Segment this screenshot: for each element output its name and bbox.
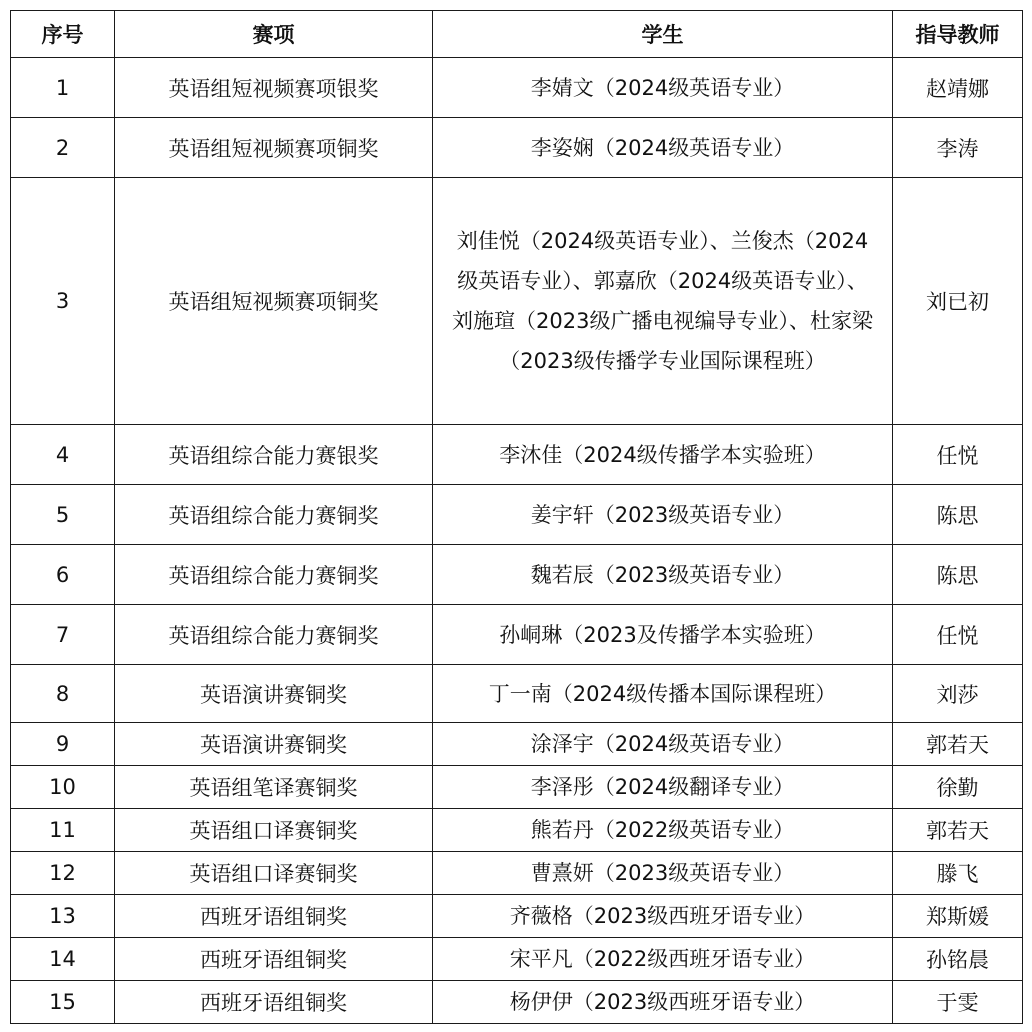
table-row: [11, 545, 1023, 605]
row-teacher: 徐勤: [893, 766, 1023, 809]
header-student: 学生: [433, 11, 893, 58]
row-event: 西班牙语组铜奖: [115, 981, 433, 1024]
row-student: 孙峒琳（2023及传播学本实验班）: [433, 605, 893, 665]
table-header-row: [11, 11, 1023, 58]
row-index: 4: [11, 425, 115, 485]
row-index: 12: [11, 852, 115, 895]
row-event: 英语组综合能力赛铜奖: [115, 605, 433, 665]
row-student: 李沐佳（2024级传播学本实验班）: [433, 425, 893, 485]
row-event: 西班牙语组铜奖: [115, 938, 433, 981]
row-teacher: 刘莎: [893, 665, 1023, 723]
row-index: 11: [11, 809, 115, 852]
table-row: [11, 852, 1023, 895]
row-event: 英语组口译赛铜奖: [115, 809, 433, 852]
row-student: [433, 178, 893, 425]
row-student: 李姿娴（2024级英语专业）: [433, 118, 893, 178]
row-teacher: 陈思: [893, 485, 1023, 545]
row-student: 宋平凡（2022级西班牙语专业）: [433, 938, 893, 981]
table-row: [11, 766, 1023, 809]
row-student: 魏若辰（2023级英语专业）: [433, 545, 893, 605]
row-teacher: 郭若天: [893, 723, 1023, 766]
row-student-text: 刘佳悦（2024级英语专业）、兰俊杰（2024级英语专业）、郭嘉欣（2024级英语专业）、刘施瑄（2023级广播电视编导专业）、杜家梁（2023级传播学专业国际课程班）: [452, 229, 873, 373]
row-index: 1: [11, 58, 115, 118]
row-event: 西班牙语组铜奖: [115, 895, 433, 938]
row-student: 熊若丹（2022级英语专业）: [433, 809, 893, 852]
row-teacher: 陈思: [893, 545, 1023, 605]
awards-table: [10, 10, 1023, 1024]
table-row: [11, 723, 1023, 766]
row-teacher: 于雯: [893, 981, 1023, 1024]
row-index: 14: [11, 938, 115, 981]
row-event: 英语组综合能力赛铜奖: [115, 485, 433, 545]
row-teacher: 滕飞: [893, 852, 1023, 895]
row-student: 齐薇格（2023级西班牙语专业）: [433, 895, 893, 938]
row-index: 5: [11, 485, 115, 545]
row-teacher: 任悦: [893, 605, 1023, 665]
row-index: 10: [11, 766, 115, 809]
row-index: 2: [11, 118, 115, 178]
row-student: 杨伊伊（2023级西班牙语专业）: [433, 981, 893, 1024]
row-teacher: 孙铭晨: [893, 938, 1023, 981]
row-event: 英语组口译赛铜奖: [115, 852, 433, 895]
table-row: [11, 178, 1023, 425]
row-index: 13: [11, 895, 115, 938]
table-row: [11, 425, 1023, 485]
row-teacher: 李涛: [893, 118, 1023, 178]
row-student: 姜宇轩（2023级英语专业）: [433, 485, 893, 545]
row-teacher: 任悦: [893, 425, 1023, 485]
table-row: [11, 809, 1023, 852]
table-row: [11, 665, 1023, 723]
row-student: 丁一南（2024级传播本国际课程班）: [433, 665, 893, 723]
header-teacher: 指导教师: [893, 11, 1023, 58]
header-event: 赛项: [115, 11, 433, 58]
row-event: 英语组综合能力赛铜奖: [115, 545, 433, 605]
header-index: 序号: [11, 11, 115, 58]
table-row: [11, 485, 1023, 545]
row-index: 9: [11, 723, 115, 766]
row-event: 英语组短视频赛项铜奖: [115, 118, 433, 178]
row-event: 英语组短视频赛项银奖: [115, 58, 433, 118]
row-student: 曹熹妍（2023级英语专业）: [433, 852, 893, 895]
table-row: [11, 58, 1023, 118]
row-student: 李婧文（2024级英语专业）: [433, 58, 893, 118]
row-student: 李泽彤（2024级翻译专业）: [433, 766, 893, 809]
row-index: 15: [11, 981, 115, 1024]
row-index: 8: [11, 665, 115, 723]
row-index: 3: [11, 178, 115, 425]
table-row: [11, 938, 1023, 981]
table-row: [11, 981, 1023, 1024]
row-teacher: 刘已初: [893, 178, 1023, 425]
row-event: 英语演讲赛铜奖: [115, 723, 433, 766]
row-event: 英语组笔译赛铜奖: [115, 766, 433, 809]
row-index: 7: [11, 605, 115, 665]
row-student: 涂泽宇（2024级英语专业）: [433, 723, 893, 766]
table-row: [11, 895, 1023, 938]
row-index: 6: [11, 545, 115, 605]
row-teacher: 郑斯媛: [893, 895, 1023, 938]
table-row: [11, 118, 1023, 178]
row-teacher: 赵靖娜: [893, 58, 1023, 118]
table-row: [11, 605, 1023, 665]
row-teacher: 郭若天: [893, 809, 1023, 852]
row-event: 英语组综合能力赛银奖: [115, 425, 433, 485]
row-event: 英语组短视频赛项铜奖: [115, 178, 433, 425]
row-event: 英语演讲赛铜奖: [115, 665, 433, 723]
